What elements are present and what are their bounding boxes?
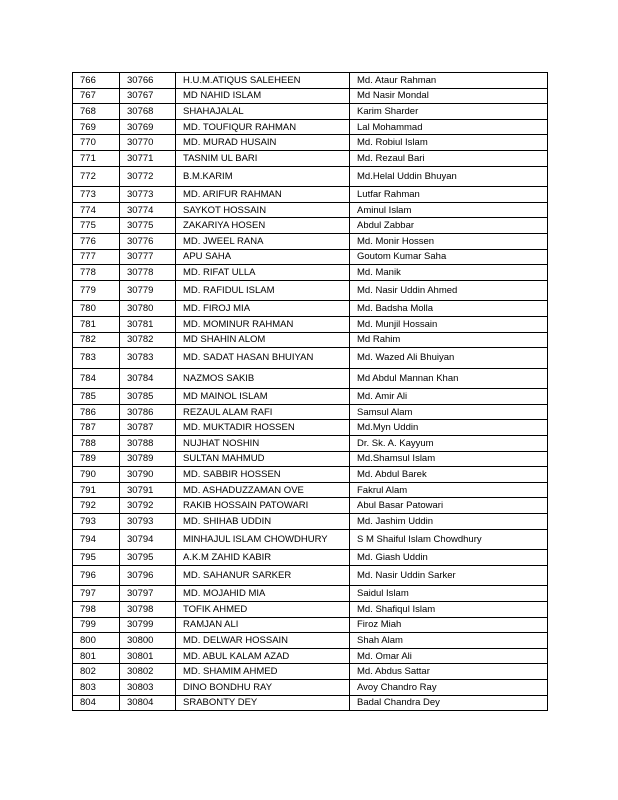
father-name-cell: Md Nasir Mondal [350,88,548,104]
serial-cell: 795 [73,550,120,566]
roll-cell: 30783 [120,348,176,369]
name-cell: MD. MUKTADIR HOSSEN [176,420,350,436]
father-name-cell: Md.Myn Uddin [350,420,548,436]
table-row [73,550,548,566]
roll-cell: 30800 [120,633,176,649]
father-name-cell: Md.Helal Uddin Bhuyan [350,166,548,187]
table-row [73,332,548,348]
name-cell: MD. RAFIDUL ISLAM [176,280,350,301]
name-cell: MD MAINOL ISLAM [176,389,350,405]
name-cell: MD. MOMINUR RAHMAN [176,316,350,332]
roll-cell: 30798 [120,602,176,618]
table-row [73,348,548,369]
name-cell: SULTAN MAHMUD [176,451,350,467]
table-row [73,648,548,664]
table-row [73,420,548,436]
serial-cell: 769 [73,119,120,135]
serial-cell: 781 [73,316,120,332]
father-name-cell: Avoy Chandro Ray [350,679,548,695]
roll-cell: 30780 [120,301,176,317]
serial-cell: 778 [73,265,120,281]
serial-cell: 800 [73,633,120,649]
name-cell: MD. ARIFUR RAHMAN [176,187,350,203]
candidate-table-body [73,73,548,711]
father-name-cell: S M Shaiful Islam Chowdhury [350,529,548,550]
serial-cell: 787 [73,420,120,436]
serial-cell: 772 [73,166,120,187]
table-row [73,316,548,332]
father-name-cell: Md Rahim [350,332,548,348]
serial-cell: 766 [73,73,120,89]
name-cell: NAZMOS SAKIB [176,368,350,389]
father-name-cell: Samsul Alam [350,404,548,420]
father-name-cell: Md.Shamsul Islam [350,451,548,467]
roll-cell: 30786 [120,404,176,420]
father-name-cell: Aminul Islam [350,202,548,218]
serial-cell: 799 [73,617,120,633]
candidate-table [72,72,548,711]
table-row [73,187,548,203]
table-row [73,389,548,405]
roll-cell: 30797 [120,586,176,602]
table-row [73,633,548,649]
roll-cell: 30790 [120,467,176,483]
table-row [73,565,548,586]
name-cell: MD. ABUL KALAM AZAD [176,648,350,664]
table-row [73,301,548,317]
father-name-cell: Md. Munjil Hossain [350,316,548,332]
roll-cell: 30785 [120,389,176,405]
serial-cell: 774 [73,202,120,218]
father-name-cell: Md. Nasir Uddin Sarker [350,565,548,586]
name-cell: MD. SABBIR HOSSEN [176,467,350,483]
father-name-cell: Dr. Sk. A. Kayyum [350,436,548,452]
roll-cell: 30796 [120,565,176,586]
father-name-cell: Abul Basar Patowari [350,498,548,514]
name-cell: DINO BONDHU RAY [176,679,350,695]
name-cell: MD SHAHIN ALOM [176,332,350,348]
serial-cell: 796 [73,565,120,586]
name-cell: MD. SAHANUR SARKER [176,565,350,586]
serial-cell: 782 [73,332,120,348]
father-name-cell: Md. Robiul Islam [350,135,548,151]
serial-cell: 792 [73,498,120,514]
father-name-cell: Md. Jashim Uddin [350,514,548,530]
name-cell: H.U.M.ATIQUS SALEHEEN [176,73,350,89]
name-cell: RAKIB HOSSAIN PATOWARI [176,498,350,514]
roll-cell: 30787 [120,420,176,436]
roll-cell: 30792 [120,498,176,514]
father-name-cell: Md. Rezaul Bari [350,150,548,166]
serial-cell: 793 [73,514,120,530]
serial-cell: 768 [73,104,120,120]
roll-cell: 30769 [120,119,176,135]
table-row [73,404,548,420]
name-cell: MD. SHAMIM AHMED [176,664,350,680]
name-cell: SAYKOT HOSSAIN [176,202,350,218]
serial-cell: 773 [73,187,120,203]
name-cell: MD. TOUFIQUR RAHMAN [176,119,350,135]
table-row [73,150,548,166]
serial-cell: 790 [73,467,120,483]
roll-cell: 30779 [120,280,176,301]
name-cell: MD. DELWAR HOSSAIN [176,633,350,649]
roll-cell: 30802 [120,664,176,680]
father-name-cell: Firoz Miah [350,617,548,633]
roll-cell: 30788 [120,436,176,452]
name-cell: MINHAJUL ISLAM CHOWDHURY [176,529,350,550]
serial-cell: 780 [73,301,120,317]
serial-cell: 798 [73,602,120,618]
serial-cell: 783 [73,348,120,369]
table-row [73,88,548,104]
serial-cell: 786 [73,404,120,420]
father-name-cell: Badal Chandra Dey [350,695,548,711]
name-cell: B.M.KARIM [176,166,350,187]
table-row [73,451,548,467]
father-name-cell: Md. Manik [350,265,548,281]
table-row [73,529,548,550]
table-row [73,498,548,514]
roll-cell: 30784 [120,368,176,389]
serial-cell: 776 [73,233,120,249]
table-row [73,436,548,452]
serial-cell: 789 [73,451,120,467]
father-name-cell: Lutfar Rahman [350,187,548,203]
roll-cell: 30767 [120,88,176,104]
name-cell: TASNIM UL BARI [176,150,350,166]
father-name-cell: Shah Alam [350,633,548,649]
table-row [73,202,548,218]
serial-cell: 797 [73,586,120,602]
name-cell: TOFIK AHMED [176,602,350,618]
name-cell: NUJHAT NOSHIN [176,436,350,452]
name-cell: SHAHAJALAL [176,104,350,120]
table-row [73,482,548,498]
roll-cell: 30770 [120,135,176,151]
roll-cell: 30794 [120,529,176,550]
serial-cell: 779 [73,280,120,301]
name-cell: MD. RIFAT ULLA [176,265,350,281]
serial-cell: 777 [73,249,120,265]
father-name-cell: Md. Omar Ali [350,648,548,664]
name-cell: ZAKARIYA HOSEN [176,218,350,234]
serial-cell: 794 [73,529,120,550]
serial-cell: 803 [73,679,120,695]
name-cell: MD. SADAT HASAN BHUIYAN [176,348,350,369]
father-name-cell: Fakrul Alam [350,482,548,498]
roll-cell: 30766 [120,73,176,89]
name-cell: A.K.M ZAHID KABIR [176,550,350,566]
table-row [73,73,548,89]
roll-cell: 30782 [120,332,176,348]
father-name-cell: Abdul Zabbar [350,218,548,234]
roll-cell: 30774 [120,202,176,218]
roll-cell: 30793 [120,514,176,530]
roll-cell: 30778 [120,265,176,281]
name-cell: MD. SHIHAB UDDIN [176,514,350,530]
serial-cell: 767 [73,88,120,104]
father-name-cell: Goutom Kumar Saha [350,249,548,265]
table-row [73,586,548,602]
serial-cell: 775 [73,218,120,234]
serial-cell: 804 [73,695,120,711]
serial-cell: 791 [73,482,120,498]
father-name-cell: Md. Shafiqul Islam [350,602,548,618]
serial-cell: 771 [73,150,120,166]
father-name-cell: Md. Abdul Barek [350,467,548,483]
table-row [73,695,548,711]
father-name-cell: Saidul Islam [350,586,548,602]
table-row [73,467,548,483]
name-cell: MD NAHID ISLAM [176,88,350,104]
table-row [73,679,548,695]
roll-cell: 30777 [120,249,176,265]
serial-cell: 770 [73,135,120,151]
roll-cell: 30795 [120,550,176,566]
father-name-cell: Md. Wazed Ali Bhuiyan [350,348,548,369]
name-cell: MD. MOJAHID MIA [176,586,350,602]
name-cell: MD. JWEEL RANA [176,233,350,249]
father-name-cell: Md. Nasir Uddin Ahmed [350,280,548,301]
name-cell: MD. FIROJ MIA [176,301,350,317]
serial-cell: 785 [73,389,120,405]
roll-cell: 30803 [120,679,176,695]
roll-cell: 30801 [120,648,176,664]
father-name-cell: Md. Amir Ali [350,389,548,405]
table-row [73,249,548,265]
serial-cell: 801 [73,648,120,664]
father-name-cell: Md. Badsha Molla [350,301,548,317]
serial-cell: 788 [73,436,120,452]
table-row [73,514,548,530]
roll-cell: 30791 [120,482,176,498]
roll-cell: 30768 [120,104,176,120]
father-name-cell: Md. Monir Hossen [350,233,548,249]
table-row [73,104,548,120]
table-row [73,218,548,234]
table-row [73,280,548,301]
father-name-cell: Md. Abdus Sattar [350,664,548,680]
father-name-cell: Md. Giash Uddin [350,550,548,566]
father-name-cell: Md. Ataur Rahman [350,73,548,89]
roll-cell: 30775 [120,218,176,234]
name-cell: SRABONTY DEY [176,695,350,711]
table-row [73,135,548,151]
roll-cell: 30804 [120,695,176,711]
serial-cell: 802 [73,664,120,680]
father-name-cell: Lal Mohammad [350,119,548,135]
table-row [73,119,548,135]
name-cell: MD. ASHADUZZAMAN OVE [176,482,350,498]
roll-cell: 30781 [120,316,176,332]
table-row [73,664,548,680]
father-name-cell: Md Abdul Mannan Khan [350,368,548,389]
table-row [73,166,548,187]
roll-cell: 30771 [120,150,176,166]
name-cell: APU SAHA [176,249,350,265]
roll-cell: 30773 [120,187,176,203]
table-row [73,617,548,633]
table-row [73,233,548,249]
table-row [73,368,548,389]
father-name-cell: Karim Sharder [350,104,548,120]
table-row [73,602,548,618]
roll-cell: 30772 [120,166,176,187]
table-row [73,265,548,281]
name-cell: MD. MURAD HUSAIN [176,135,350,151]
name-cell: RAMJAN ALI [176,617,350,633]
roll-cell: 30776 [120,233,176,249]
roll-cell: 30789 [120,451,176,467]
document-page [72,72,542,711]
name-cell: REZAUL ALAM RAFI [176,404,350,420]
roll-cell: 30799 [120,617,176,633]
serial-cell: 784 [73,368,120,389]
